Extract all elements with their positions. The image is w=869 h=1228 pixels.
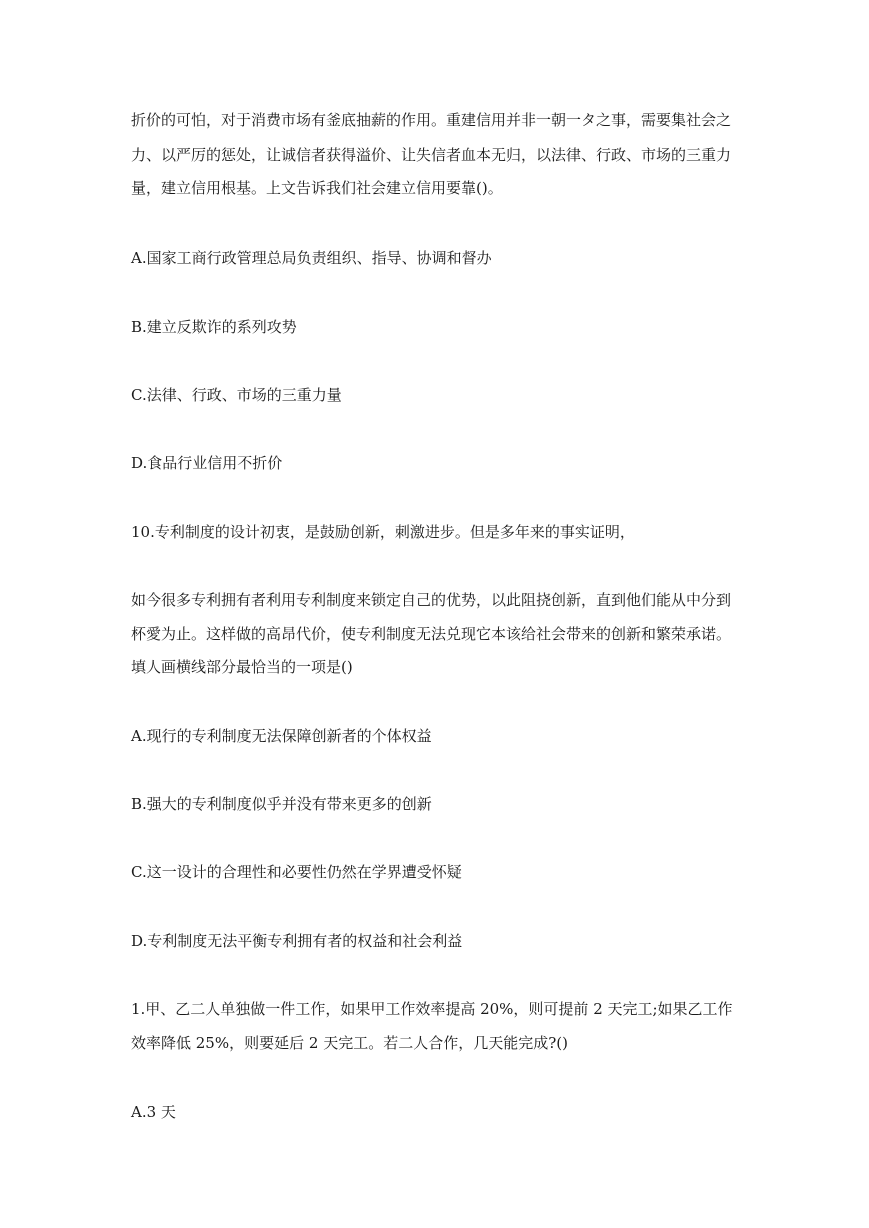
q9-passage-line-3: 量，建立信用根基。上文告诉我们社会建立信用要靠()。 — [131, 179, 503, 197]
q1-stem-line-1: 1.甲、乙二人单独做一件工作，如果甲工作效率提高 20%，则可提前 2 天完工;如果乙工作 — [131, 1000, 733, 1018]
q1-option-a: A.3 天 — [131, 1103, 176, 1121]
q10-stem-line-3: 填人画横线部分最恰当的一项是() — [131, 658, 353, 676]
q9-option-d: D.食品行业信用不折价 — [131, 454, 283, 472]
q1-stem-line-2: 效率降低 25%，则要延后 2 天完工。若二人合作，几天能完成?() — [131, 1034, 568, 1052]
q9-passage-line-1: 折价的可怕，对于消费市场有釜底抽薪的作用。重建信用并非一朝一タ之事，需要集社会之 — [131, 111, 732, 129]
q10-option-a: A.现行的专利制度无法保障创新者的个体权益 — [131, 727, 432, 745]
q9-passage-line-2: 力、以严厉的惩处，让诚信者获得溢价、让失信者血本无归，以法律、行政、市场的三重力 — [131, 146, 732, 164]
q10-stem-line-1: 如今很多专利拥有者利用专利制度来锁定自己的优势，以此阻挠创新，直到他们能从中分到 — [131, 591, 732, 609]
q10-stem-line-2: 杯愛为止。这样做的高昂代价，使专利制度无法兑现它本该给社会带来的创新和繁荣承诺。 — [131, 625, 732, 643]
q10-intro: 10.专利制度的设计初衷，是鼓励创新，刺激进步。但是多年来的事实证明， — [131, 523, 635, 541]
q10-option-b: B.强大的专利制度似乎并没有带来更多的创新 — [131, 795, 432, 813]
q10-option-d: D.专利制度无法平衡专利拥有者的权益和社会利益 — [131, 932, 463, 950]
q9-option-a: A.国家工商行政管理总局负责组织、指导、协调和督办 — [131, 249, 492, 267]
q9-option-c: C.法律、行政、市场的三重力量 — [131, 386, 342, 404]
q9-option-b: B.建立反欺诈的系列攻势 — [131, 318, 297, 336]
q10-option-c: C.这一设计的合理性和必要性仍然在学界遭受怀疑 — [131, 863, 462, 881]
